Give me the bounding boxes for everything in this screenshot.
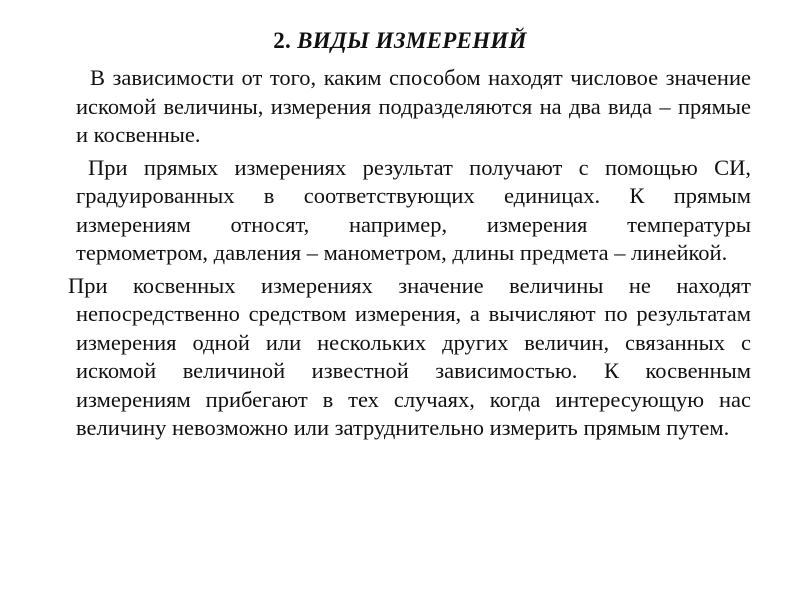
paragraph-direct-measurements: При прямых измерениях результат получают с помощью СИ, градуированных в соответствующих единицах. К прямым измерениям относят, например, измерения температуры термометром, давления – манометром, длины предмета – линейкой. [76, 154, 751, 265]
paragraph-measurement-types: В зависимости от того, каким способом находят числовое значение искомой величины, измерения подразделяются на два вида – прямые и косвенные. [76, 65, 751, 147]
section-title-text: ВИДЫ ИЗМЕРЕНИЙ [297, 28, 527, 53]
section-title [0, 28, 800, 54]
section-number: 2. [273, 28, 292, 53]
paragraph-indirect-measurements: При косвенных измерениях значение величины не находят непосредственно средством измерения, а вычисляют по результатам измерения одной или нескольких других величин, связанных с искомой величиной известной зависимостью. К косвенным измерениям прибегают в тех случаях, когда интересующую нас величину невозможно или затруднительно измерить прямым путем. [68, 272, 751, 440]
body-text [68, 64, 751, 443]
